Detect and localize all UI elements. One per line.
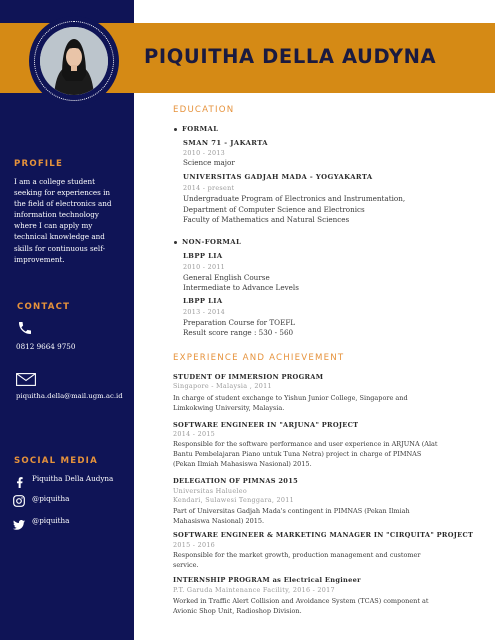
experience-dates: Singapore - Malaysia , 2011 xyxy=(173,382,272,390)
facebook-icon xyxy=(15,473,24,492)
experience-dates: Universitas Halueleo xyxy=(173,487,248,495)
course-name: LBPP LIA xyxy=(183,252,223,260)
experience-title: SOFTWARE ENGINEER IN "ARJUNA" PROJECT xyxy=(173,421,359,429)
course-detail: General English Course xyxy=(183,273,270,282)
phone-number[interactable]: 0812 9664 9750 xyxy=(16,342,76,351)
course-detail: Result score range : 530 - 560 xyxy=(183,328,294,337)
course-name: LBPP LIA xyxy=(183,297,223,305)
experience-dates: P.T. Garuda Maintenance Facility, 2016 - 2017 xyxy=(173,586,335,594)
experience-description: In charge of student exchange to Yishun Junior College, Singapore and Limkokwing University, Malaysia. xyxy=(173,394,408,412)
experience-title: SOFTWARE ENGINEER & MARKETING MANAGER IN "CIRQUITA" PROJECT xyxy=(173,531,474,539)
experience-description: Responsible for the market growth, production management and customer service. xyxy=(173,551,421,569)
nonformal-label: NON-FORMAL xyxy=(182,238,242,246)
school-dates: 2010 - 2013 xyxy=(183,149,226,157)
school-detail: Faculty of Mathematics and Natural Sciences xyxy=(183,215,350,224)
email-address[interactable]: piquitha.della@mail.ugm.ac.id xyxy=(16,392,123,400)
contact-heading: CONTACT xyxy=(17,302,71,312)
experience-title: DELEGATION OF PIMNAS 2015 xyxy=(173,477,298,485)
school-detail: Undergraduate Program of Electronics and Instrumentation, xyxy=(183,194,406,203)
course-detail: Preparation Course for TOEFL xyxy=(183,318,296,327)
school-detail: Science major xyxy=(183,158,235,167)
social-media-heading: SOCIAL MEDIA xyxy=(14,456,98,466)
experience-description: Responsible for the software performance and user experience in ARJUNA (Alat Bantu Pembelajaran Piano untuk Tuna Netra) project in charge of PIMNAS (Pekan Ilmiah Mahasiswa Nasional) 2015. xyxy=(173,440,438,468)
school-name: SMAN 71 - JAKARTA xyxy=(183,139,268,147)
profile-text: I am a college student seeking for experiences in the field of electronics and information technology where I can apply my technical knowledge and skills for continuous self-improvement. xyxy=(14,177,112,264)
twitter-icon xyxy=(13,515,25,534)
education-heading: EDUCATION xyxy=(173,105,235,115)
course-dates: 2010 - 2011 xyxy=(183,263,226,271)
mail-icon xyxy=(16,371,36,390)
experience-description: Worked in Traffic Alert Collision and Avoidance System (TCAS) component at Avionic Shop Unit, Radioshop Division. xyxy=(173,597,429,615)
twitter-handle[interactable]: @piquitha xyxy=(32,516,70,525)
course-detail: Intermediate to Advance Levels xyxy=(183,283,299,292)
profile-photo xyxy=(40,27,108,95)
experience-dates: 2015 - 2016 xyxy=(173,541,216,549)
bullet xyxy=(174,128,177,131)
phone-icon xyxy=(17,320,33,340)
school-name: UNIVERSITAS GADJAH MADA - YOGYAKARTA xyxy=(183,173,373,181)
formal-label: FORMAL xyxy=(182,125,219,133)
experience-title: INTERNSHIP PROGRAM as Electrical Engineer xyxy=(173,576,361,584)
instagram-icon xyxy=(13,492,25,511)
experience-heading: EXPERIENCE AND ACHIEVEMENT xyxy=(173,353,345,363)
bullet xyxy=(174,241,177,244)
school-dates: 2014 - present xyxy=(183,184,235,192)
profile-heading: PROFILE xyxy=(14,159,64,169)
facebook-handle[interactable]: Piquitha Della Audyna xyxy=(32,474,114,483)
instagram-handle[interactable]: @piquitha xyxy=(32,494,70,503)
experience-dates: 2014 - 2015 xyxy=(173,430,216,438)
school-detail: Department of Computer Science and Electronics xyxy=(183,205,365,214)
experience-description: Part of Universitas Gadjah Mada's contingent in PIMNAS (Pekan Ilmiah Mahasiswa Nasional) 2015. xyxy=(173,507,410,525)
course-dates: 2013 - 2014 xyxy=(183,308,226,316)
experience-dates: Kendari, Sulawesi Tenggara, 2011 xyxy=(173,496,294,504)
name-heading: PIQUITHA DELLA AUDYNA xyxy=(144,45,437,68)
experience-title: STUDENT OF IMMERSION PROGRAM xyxy=(173,373,324,381)
